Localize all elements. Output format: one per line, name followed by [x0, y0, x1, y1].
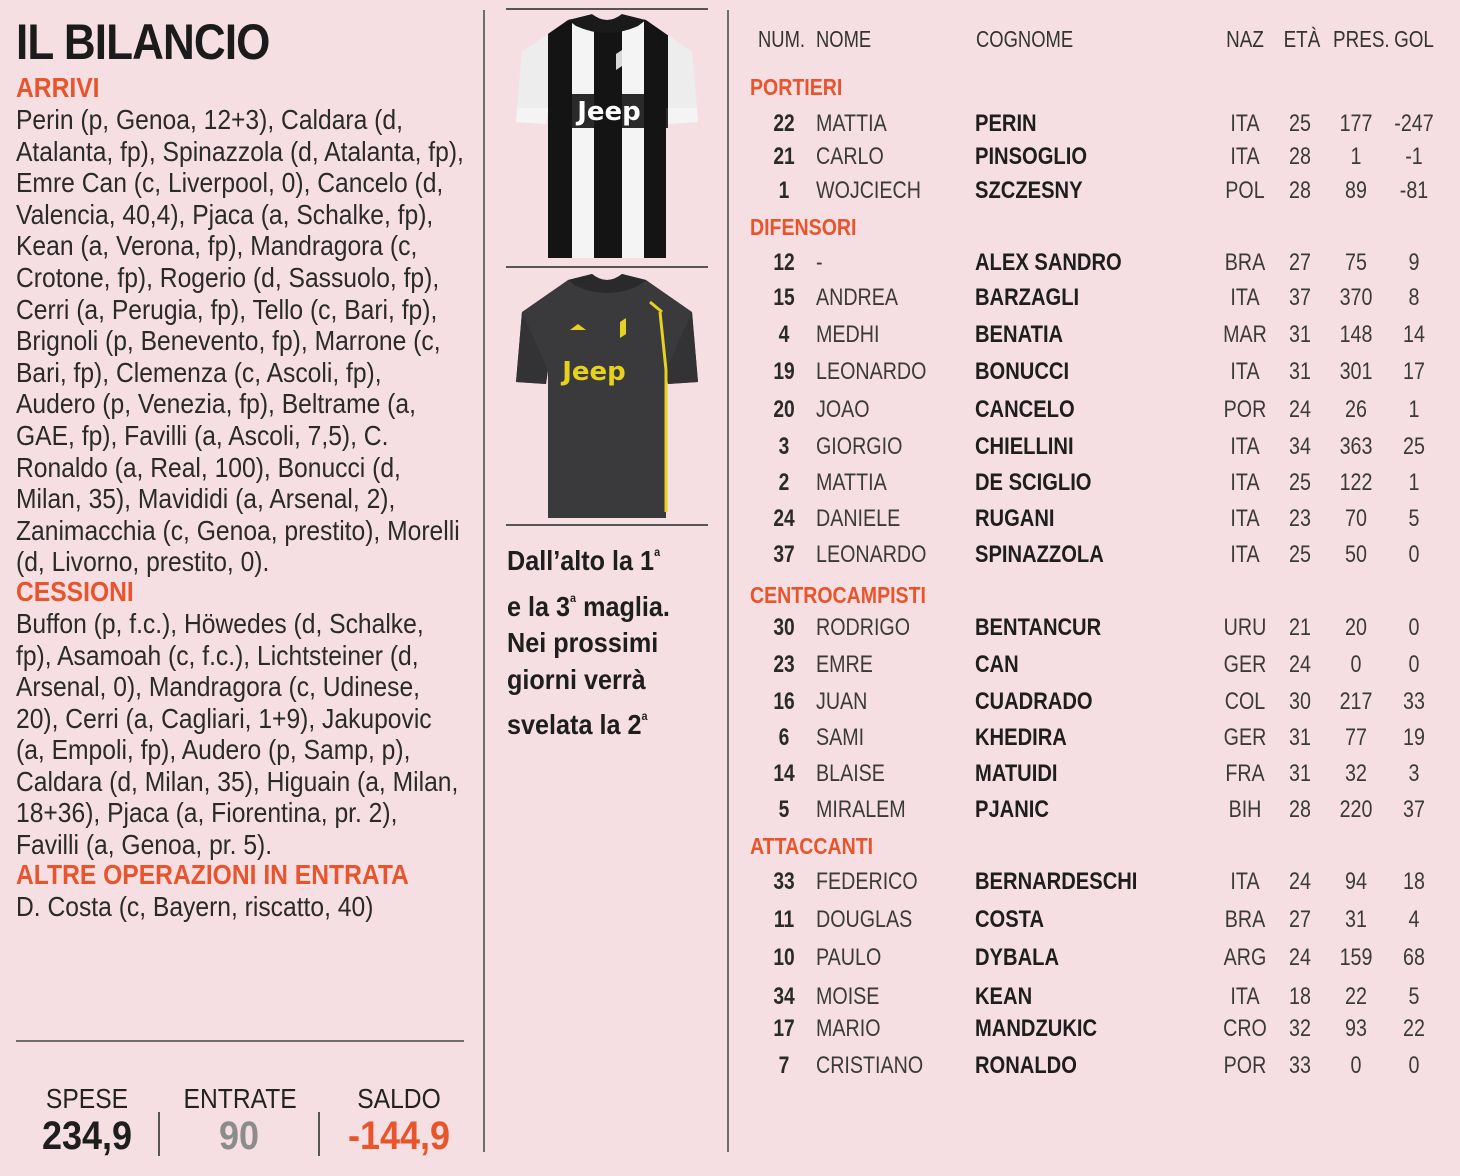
player-gol: 0: [1408, 1052, 1420, 1079]
player-cognome: CUADRADO: [975, 688, 1093, 715]
player-naz: BIH: [1228, 796, 1262, 823]
player-eta: 28: [1289, 143, 1311, 170]
player-gol: 4: [1408, 906, 1420, 933]
player-naz: MAR: [1223, 321, 1267, 348]
header-nome: NOME: [816, 26, 872, 52]
player-gol: 5: [1408, 505, 1420, 532]
player-eta: 30: [1289, 688, 1311, 715]
player-gol: 17: [1403, 358, 1425, 385]
bilancio-panel: [16, 14, 466, 1164]
player-num: 6: [778, 724, 790, 751]
player-gol: 8: [1408, 284, 1420, 311]
player-gol: 33: [1403, 688, 1425, 715]
player-cognome: RONALDO: [975, 1052, 1077, 1079]
player-gol: 5: [1408, 983, 1420, 1010]
header-pres: PRES.: [1333, 26, 1390, 52]
player-pres: 89: [1345, 177, 1367, 204]
header-naz: NAZ: [1226, 26, 1264, 52]
player-num: 3: [778, 433, 790, 460]
player-eta: 37: [1289, 284, 1311, 311]
player-nome: EMRE: [816, 651, 873, 678]
player-eta: 31: [1289, 760, 1311, 787]
column-divider: [727, 10, 729, 1152]
player-gol: 14: [1403, 321, 1425, 348]
altre-operazioni-heading: ALTRE OPERAZIONI IN ENTRATA: [16, 858, 409, 890]
player-eta: 23: [1289, 505, 1311, 532]
player-num: 5: [778, 796, 790, 823]
player-num: 17: [773, 1015, 795, 1042]
totals-separator: [318, 1112, 320, 1156]
player-nome: JUAN: [816, 688, 868, 715]
player-cognome: SPINAZZOLA: [975, 541, 1104, 568]
player-gol: 0: [1408, 541, 1420, 568]
player-nome: DANIELE: [816, 505, 901, 532]
player-cognome: BENATIA: [975, 321, 1064, 348]
player-nome: RODRIGO: [816, 614, 911, 641]
player-naz: ITA: [1230, 433, 1260, 460]
player-gol: 1: [1408, 396, 1420, 423]
player-naz: ITA: [1230, 983, 1260, 1010]
player-eta: 27: [1289, 906, 1311, 933]
spese-total: [24, 1084, 150, 1158]
player-naz: ITA: [1230, 284, 1260, 311]
player-gol: -247: [1394, 110, 1434, 137]
player-naz: ITA: [1230, 505, 1260, 532]
home-shirt-image: [510, 12, 704, 262]
player-pres: 94: [1345, 868, 1367, 895]
player-naz: ITA: [1230, 469, 1260, 496]
player-eta: 31: [1289, 358, 1311, 385]
player-cognome: SZCZESNY: [975, 177, 1083, 204]
player-cognome: MANDZUKIC: [975, 1015, 1098, 1042]
saldo-label: SALDO: [357, 1083, 441, 1114]
column-divider: [483, 10, 485, 1152]
player-cognome: BONUCCI: [975, 358, 1070, 385]
player-naz: CRO: [1223, 1015, 1267, 1042]
player-cognome: BARZAGLI: [975, 284, 1080, 311]
player-naz: POL: [1225, 177, 1265, 204]
player-num: 21: [773, 143, 795, 170]
player-eta: 32: [1289, 1015, 1311, 1042]
player-num: 19: [773, 358, 795, 385]
saldo-value: -144,9: [347, 1114, 451, 1158]
player-pres: 363: [1339, 433, 1373, 460]
player-cognome: PJANIC: [975, 796, 1049, 823]
section-heading: ATTACCANTI: [750, 833, 874, 859]
player-naz: POR: [1223, 396, 1267, 423]
entrate-label: ENTRATE: [183, 1083, 297, 1114]
home-shirt-sponsor: Jeep: [577, 97, 641, 127]
kit-divider: [506, 266, 708, 268]
player-num: 20: [773, 396, 795, 423]
player-gol: 3: [1408, 760, 1420, 787]
player-num: 22: [773, 110, 795, 137]
player-eta: 34: [1289, 433, 1311, 460]
player-num: 7: [778, 1052, 790, 1079]
player-naz: ARG: [1223, 944, 1267, 971]
player-cognome: PINSOGLIO: [975, 143, 1088, 170]
entrate-total: [176, 1084, 302, 1158]
player-eta: 31: [1289, 724, 1311, 751]
player-naz: BRA: [1224, 906, 1266, 933]
player-nome: GIORGIO: [816, 433, 903, 460]
player-cognome: CHIELLINI: [975, 433, 1074, 460]
player-pres: 93: [1345, 1015, 1367, 1042]
player-pres: 32: [1345, 760, 1367, 787]
player-eta: 28: [1289, 796, 1311, 823]
player-nome: MARIO: [816, 1015, 881, 1042]
player-num: 14: [773, 760, 795, 787]
player-nome: MEDHI: [816, 321, 880, 348]
spese-value: 234,9: [41, 1114, 133, 1158]
section-heading: CENTROCAMPISTI: [750, 582, 926, 608]
player-gol: 19: [1403, 724, 1425, 751]
player-cognome: RUGANI: [975, 505, 1055, 532]
arrivi-heading: ARRIVI: [16, 72, 100, 103]
player-pres: 20: [1345, 614, 1367, 641]
totals-divider: [16, 1040, 464, 1042]
player-pres: 31: [1345, 906, 1367, 933]
page-title: IL BILANCIO: [16, 14, 270, 70]
player-eta: 25: [1289, 541, 1311, 568]
entrate-value: 90: [218, 1114, 260, 1158]
player-cognome: COSTA: [975, 906, 1045, 933]
kit-divider: [506, 8, 708, 10]
player-gol: -81: [1399, 177, 1429, 204]
player-nome: PAULO: [816, 944, 882, 971]
saldo-total: [334, 1084, 464, 1158]
player-eta: 21: [1289, 614, 1311, 641]
player-nome: CARLO: [816, 143, 884, 170]
player-cognome: MATUIDI: [975, 760, 1058, 787]
player-num: 11: [773, 906, 795, 933]
player-eta: 33: [1289, 1052, 1311, 1079]
player-num: 23: [773, 651, 795, 678]
player-pres: 122: [1339, 469, 1373, 496]
player-cognome: KEAN: [975, 983, 1033, 1010]
player-naz: URU: [1223, 614, 1267, 641]
player-nome: JOAO: [816, 396, 870, 423]
player-num: 1: [778, 177, 790, 204]
player-num: 12: [773, 249, 795, 276]
player-nome: MOISE: [816, 983, 880, 1010]
player-gol: -1: [1405, 143, 1423, 170]
player-pres: 159: [1339, 944, 1373, 971]
player-eta: 24: [1289, 651, 1311, 678]
player-cognome: PERIN: [975, 110, 1037, 137]
player-naz: ITA: [1230, 143, 1260, 170]
player-nome: -: [816, 249, 823, 276]
altre-operazioni-text: D. Costa (c, Bayern, riscatto, 40): [16, 890, 374, 922]
player-pres: 177: [1339, 110, 1373, 137]
player-cognome: DYBALA: [975, 944, 1059, 971]
section-heading: DIFENSORI: [750, 214, 857, 240]
player-nome: SAMI: [816, 724, 865, 751]
player-eta: 25: [1289, 110, 1311, 137]
player-gol: 0: [1408, 651, 1420, 678]
player-num: 24: [773, 505, 795, 532]
player-naz: ITA: [1230, 110, 1260, 137]
player-num: 4: [778, 321, 790, 348]
player-nome: WOJCIECH: [816, 177, 921, 204]
player-nome: BLAISE: [816, 760, 885, 787]
player-num: 10: [773, 944, 795, 971]
player-pres: 1: [1350, 143, 1362, 170]
player-pres: 370: [1339, 284, 1373, 311]
cessioni-text: Buffon (p, f.c.), Höwedes (d, Schalke, fp), Asamoah (c, f.c.), Lichtsteiner (d, Arsenal, 0), Mandragora (c, Udinese, 20), Cerri (a, Cagliari, 1+9), Jakupovic (a, Empoli, fp), Audero (p, Samp, p), Caldara (d, Milan, 35), Higuain (a, Milan, 18+36), Pjaca (a, Fiorentina, pr. 2), Favilli (a, Genoa, pr. 5).: [16, 607, 459, 861]
player-gol: 25: [1403, 433, 1425, 460]
player-naz: ITA: [1230, 868, 1260, 895]
player-eta: 28: [1289, 177, 1311, 204]
player-pres: 217: [1339, 688, 1373, 715]
player-eta: 24: [1289, 396, 1311, 423]
player-cognome: ALEX SANDRO: [975, 249, 1122, 276]
player-num: 37: [773, 541, 795, 568]
player-pres: 77: [1345, 724, 1367, 751]
player-gol: 37: [1403, 796, 1425, 823]
player-cognome: CAN: [975, 651, 1019, 678]
player-num: 30: [773, 614, 795, 641]
player-num: 34: [773, 983, 795, 1010]
cessioni-heading: CESSIONI: [16, 575, 134, 607]
player-gol: 18: [1403, 868, 1425, 895]
player-num: 16: [773, 688, 795, 715]
kit-divider: [506, 524, 708, 526]
player-nome: LEONARDO: [816, 358, 927, 385]
player-naz: BRA: [1224, 249, 1266, 276]
arrivi-text: Perin (p, Genoa, 12+3), Caldara (d, Atalanta, fp), Spinazzola (d, Atalanta, fp), Emre Can (c, Liverpool, 0), Cancelo (d, Valencia, 40,4), Pjaca (a, Schalke, fp), Kean (a, Verona, fp), Mandragora (c, Crotone, fp), Rogerio (d, Sassuolo, fp), Cerri (a, Perugia, fp), Tello (c, Bari, fp), Brignoli (p, Benevento, fp), Marrone (c, Bari, fp), Clemenza (c, Ascoli, fp), Audero (p, Venezia, fp), Beltrame (a, GAE, fp), Favilli (a, Ascoli, 7,5), C. Ronaldo (a, Real, 100), Bonucci (d, Milan, 35), Mavididi (a, Arsenal, 2), Zanimacchia (c, Genoa, prestito), Morelli (d, Livorno, prestito, 0).: [16, 104, 464, 578]
player-pres: 0: [1350, 651, 1362, 678]
player-gol: 68: [1403, 944, 1425, 971]
roster-table: [740, 0, 1450, 1176]
player-nome: MATTIA: [816, 110, 887, 137]
totals-row: [16, 1084, 464, 1164]
player-nome: ANDREA: [816, 284, 899, 311]
third-shirt-sponsor: Jeep: [562, 357, 626, 387]
player-eta: 31: [1289, 321, 1311, 348]
player-nome: CRISTIANO: [816, 1052, 924, 1079]
header-num: NUM.: [758, 26, 806, 52]
player-naz: GER: [1223, 651, 1267, 678]
player-eta: 27: [1289, 249, 1311, 276]
section-heading: PORTIERI: [750, 74, 843, 100]
player-pres: 148: [1339, 321, 1373, 348]
player-cognome: BERNARDESCHI: [975, 868, 1138, 895]
player-gol: 0: [1408, 614, 1420, 641]
player-naz: POR: [1223, 1052, 1267, 1079]
totals-separator: [158, 1112, 160, 1156]
player-num: 2: [778, 469, 790, 496]
player-eta: 24: [1289, 944, 1311, 971]
player-naz: ITA: [1230, 541, 1260, 568]
player-naz: GER: [1223, 724, 1267, 751]
player-nome: DOUGLAS: [816, 906, 913, 933]
third-shirt-image: [510, 272, 704, 522]
player-naz: ITA: [1230, 358, 1260, 385]
player-pres: 26: [1345, 396, 1367, 423]
player-gol: 22: [1403, 1015, 1425, 1042]
player-nome: MIRALEM: [816, 796, 906, 823]
header-gol: GOL: [1394, 26, 1434, 52]
player-cognome: DE SCIGLIO: [975, 469, 1092, 496]
player-gol: 1: [1408, 469, 1420, 496]
player-pres: 22: [1345, 983, 1367, 1010]
player-eta: 18: [1289, 983, 1311, 1010]
player-naz: COL: [1224, 688, 1266, 715]
player-pres: 75: [1345, 249, 1367, 276]
player-pres: 70: [1345, 505, 1367, 532]
player-cognome: BENTANCUR: [975, 614, 1102, 641]
player-nome: FEDERICO: [816, 868, 918, 895]
player-pres: 220: [1339, 796, 1373, 823]
player-naz: FRA: [1225, 760, 1265, 787]
spese-label: SPESE: [45, 1083, 129, 1114]
player-pres: 50: [1345, 541, 1367, 568]
player-cognome: KHEDIRA: [975, 724, 1067, 751]
player-nome: MATTIA: [816, 469, 887, 496]
player-pres: 301: [1339, 358, 1373, 385]
player-cognome: CANCELO: [975, 396, 1075, 423]
player-eta: 24: [1289, 868, 1311, 895]
player-pres: 0: [1350, 1052, 1362, 1079]
player-num: 33: [773, 868, 795, 895]
player-num: 15: [773, 284, 795, 311]
player-gol: 9: [1408, 249, 1420, 276]
player-eta: 25: [1289, 469, 1311, 496]
header-eta: ETÀ: [1283, 26, 1321, 52]
player-nome: LEONARDO: [816, 541, 927, 568]
header-cognome: COGNOME: [976, 26, 1074, 52]
kits-caption: Dall’alto la 1$^a$ e la 3$^a$ maglia. Nei prossimi giorni verrà svelata la 2$^a$: [507, 545, 670, 740]
